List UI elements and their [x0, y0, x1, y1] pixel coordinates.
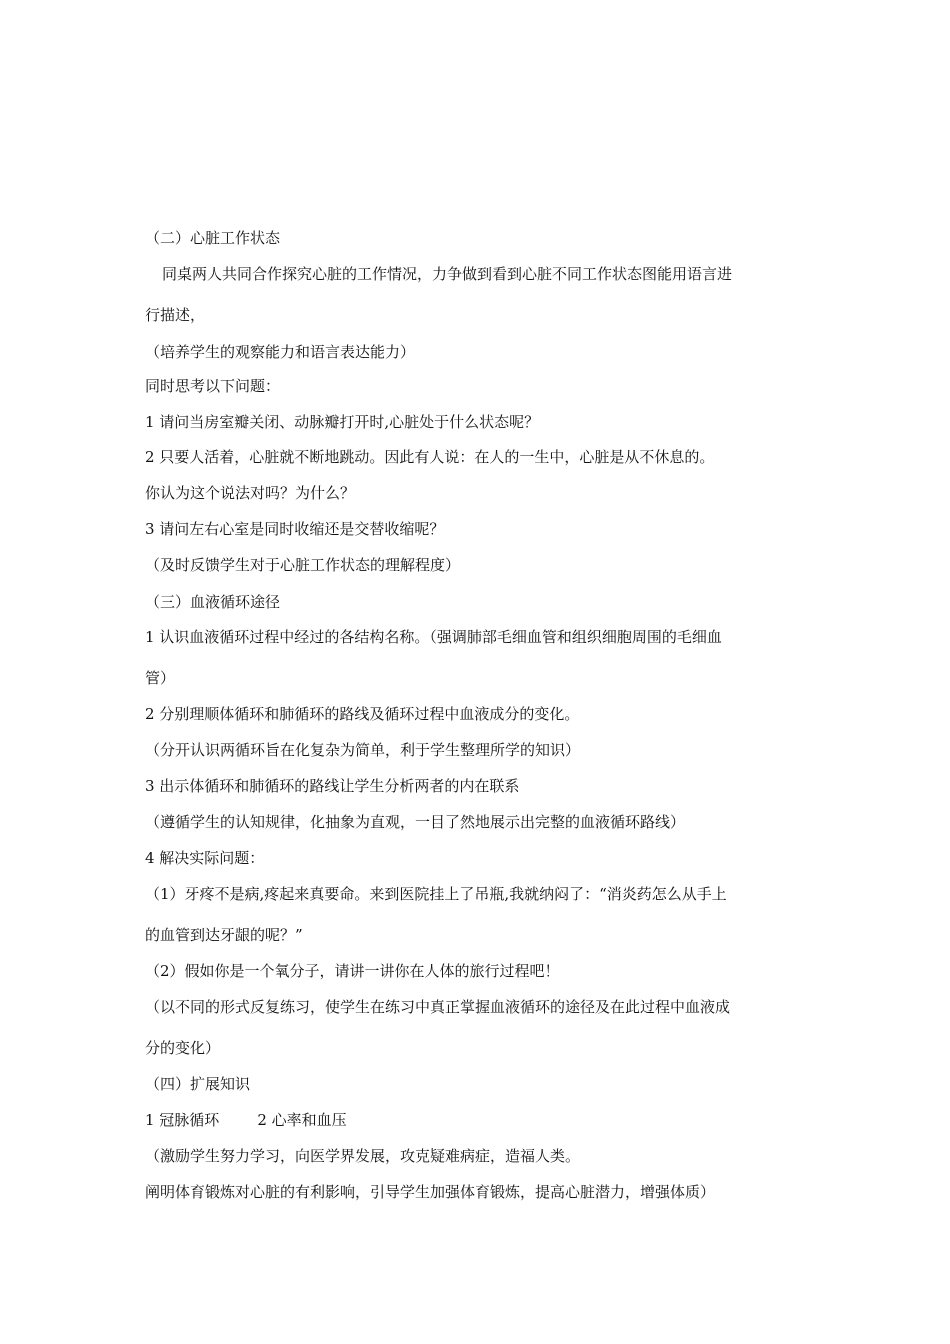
- note-line: （分开认识两循环旨在化复杂为简单，利于学生整理所学的知识）: [145, 741, 581, 759]
- section-heading-extended-knowledge: （四）扩展知识: [145, 1075, 251, 1093]
- note-line: （培养学生的观察能力和语言表达能力）: [145, 343, 416, 361]
- list-item: 的血管到达牙龈的呢？”: [145, 926, 303, 944]
- list-item: 2 分别理顺体循环和肺循环的路线及循环过程中血液成分的变化。: [145, 705, 580, 723]
- list-item: 管）: [145, 669, 176, 687]
- paragraph-line: 同桌两人共同合作探究心脏的工作情况，力争做到看到心脏不同工作状态图能用语言进: [162, 265, 733, 283]
- note-line: （激励学生努力学习，向医学界发展，攻克疑难病症，造福人类。: [145, 1147, 581, 1165]
- list-item: 1 认识血液循环过程中经过的各结构名称。（强调肺部毛细血管和组织细胞周围的毛细血: [145, 628, 722, 646]
- list-item: （2）假如你是一个氧分子，请讲一讲你在人体的旅行过程吧！: [145, 962, 560, 980]
- section-heading-heart-state: （二）心脏工作状态: [145, 229, 281, 247]
- note-line: （及时反馈学生对于心脏工作状态的理解程度）: [145, 556, 461, 574]
- paragraph-line: 同时思考以下问题：: [145, 377, 281, 395]
- paragraph-line: 行描述，: [145, 306, 206, 324]
- extension-items: [145, 1110, 815, 1130]
- extension-item-heart-rate: 2 心率和血压: [257, 1111, 347, 1129]
- list-item: 4 解决实际问题：: [145, 849, 265, 867]
- extension-item-coronary: 1 冠脉循环: [145, 1111, 220, 1129]
- section-heading-blood-circulation: （三）血液循环途径: [145, 593, 281, 611]
- question-item: 2 只要人活着，心脏就不断地跳动。因此有人说：在人的一生中，心脏是从不休息的。: [145, 448, 715, 466]
- note-line: （遵循学生的认知规律，化抽象为直观，一目了然地展示出完整的血液循环路线）: [145, 813, 686, 831]
- question-item: 1 请问当房室瓣关闭、动脉瓣打开时,心脏处于什么状态呢？: [145, 413, 540, 431]
- question-item: 你认为这个说法对吗？为什么？: [145, 484, 356, 502]
- list-item: 3 出示体循环和肺循环的路线让学生分析两者的内在联系: [145, 777, 520, 795]
- note-line: 分的变化）: [145, 1039, 221, 1057]
- note-line: 阐明体育锻炼对心脏的有利影响，引导学生加强体育锻炼，提高心脏潜力，增强体质）: [145, 1183, 716, 1201]
- note-line: （以不同的形式反复练习，使学生在练习中真正掌握血液循环的途径及在此过程中血液成: [145, 998, 731, 1016]
- list-item: （1）牙疼不是病,疼起来真要命。来到医院挂上了吊瓶,我就纳闷了：“消炎药怎么从手上: [145, 885, 727, 903]
- question-item: 3 请问左右心室是同时收缩还是交替收缩呢？: [145, 520, 445, 538]
